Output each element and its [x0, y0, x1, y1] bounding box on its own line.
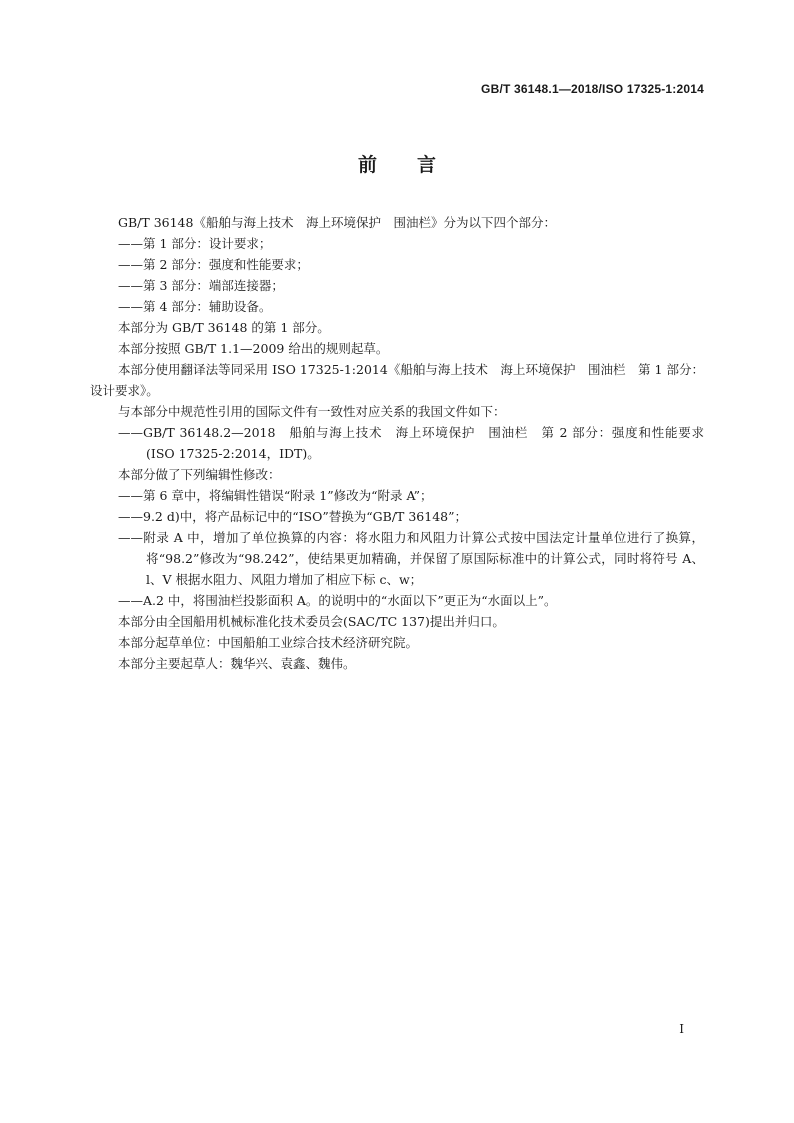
edits-paragraph: 本部分做了下列编辑性修改：	[118, 467, 281, 482]
list-item-part-4: ——第 4 部分：辅助设备。	[118, 299, 272, 314]
list-item-part-3: ——第 3 部分：端部连接器；	[118, 278, 284, 293]
page-number: I	[679, 1022, 684, 1036]
list-item-corresponding-doc: ——GB/T 36148.2—2018 船舶与海上技术 海上环境保护 围油栏 第 2 部分：强度和性能要求(ISO 17325-2:2014，IDT)。	[118, 425, 704, 461]
list-item-edit-1: ——第 6 章中，将编辑性错误“附录 1”修改为“附录 A”；	[118, 488, 433, 503]
list-item-part-1: ——第 1 部分：设计要求；	[118, 236, 272, 251]
standard-number-header: GB/T 36148.1—2018/ISO 17325-1:2014	[481, 82, 704, 96]
proposed-by-paragraph: 本部分由全国船用机械标准化技术委员会(SAC/TC 137)提出并归口。	[118, 614, 505, 629]
page-title: 前言	[357, 154, 476, 176]
document-body	[90, 212, 704, 674]
part-of-paragraph: 本部分为 GB/T 36148 的第 1 部分。	[118, 320, 330, 335]
corresponding-docs-paragraph: 与本部分中规范性引用的国际文件有一致性对应关系的我国文件如下：	[118, 404, 506, 419]
list-item-edit-2: ——9.2 d)中，将产品标记中的“ISO”替换为“GB/T 36148”；	[118, 509, 467, 524]
list-item-part-2: ——第 2 部分：强度和性能要求；	[118, 257, 309, 272]
intro-paragraph: GB/T 36148《船舶与海上技术 海上环境保护 围油栏》分为以下四个部分：	[118, 215, 556, 230]
list-item-edit-4: ——A.2 中，将围油栏投影面积 A。的说明中的“水面以下”更正为“水面以上”。	[118, 593, 557, 608]
list-item-edit-3: ——附录 A 中，增加了单位换算的内容：将水阻力和风阻力计算公式按中国法定计量单位进行了换算，将“98.2”修改为“98.242”，使结果更加精确，并保留了原国际标准中的计算公式，同时将符号 A、l、V 根据水阻力、风阻力增加了相应下标 c、w；	[118, 530, 704, 587]
translation-paragraph: 本部分使用翻译法等同采用 ISO 17325-1:2014《船舶与海上技术 海上环境保护 围油栏 第 1 部分：设计要求》。	[90, 362, 704, 398]
drafting-rules-paragraph: 本部分按照 GB/T 1.1—2009 给出的规则起草。	[118, 341, 389, 356]
drafting-unit-paragraph: 本部分起草单位：中国船舶工业综合技术经济研究院。	[118, 635, 419, 650]
authors-paragraph: 本部分主要起草人：魏华兴、袁鑫、魏伟。	[118, 656, 356, 671]
